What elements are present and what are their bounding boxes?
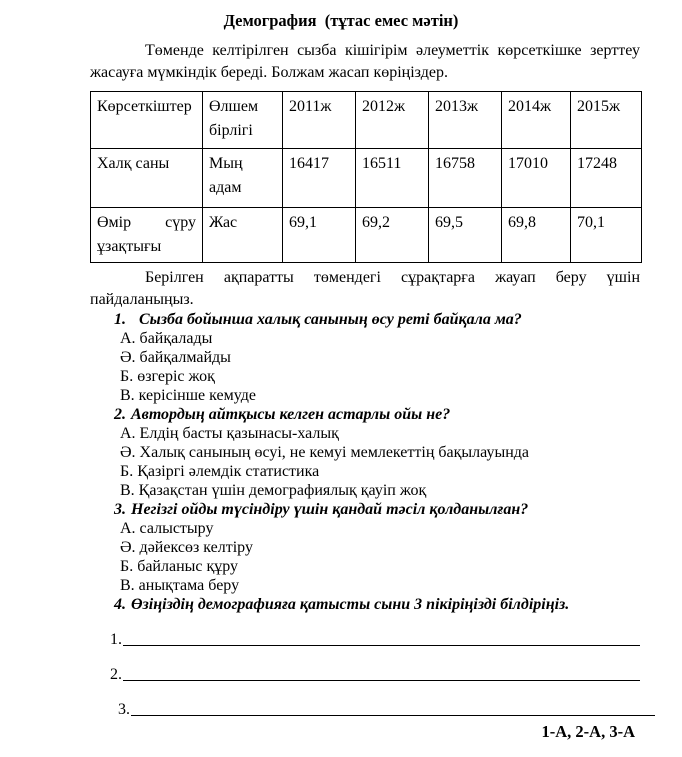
option-line: В. керісінше кемуде — [120, 387, 256, 404]
answer-blank-number: 2. — [110, 666, 122, 683]
option-line: Б. Қазіргі әлемдік статистика — [120, 463, 320, 480]
data-table — [90, 91, 642, 263]
table-cell: Өмір сүру ұзақтығы — [91, 208, 203, 263]
question-4 — [114, 595, 640, 614]
table-cell: 69,5 — [429, 208, 502, 263]
table-header-cell: 2012ж — [356, 92, 429, 149]
option-line: А. байқалады — [120, 330, 213, 347]
table-cell: 16758 — [429, 149, 502, 208]
table-header-row — [91, 92, 642, 149]
question-3 — [114, 500, 640, 519]
table-header-cell: 2014ж — [502, 92, 571, 149]
instruction-paragraph: Берілген ақпаратты төмендегі сұрақтарға жауап беру үшін пайдаланыңыз. — [90, 269, 640, 308]
table-cell: 16511 — [356, 149, 429, 208]
table-cell: 17248 — [571, 149, 642, 208]
answer-key: 1-А, 2-А, 3-А — [541, 722, 635, 741]
question-number: 1. — [114, 311, 126, 328]
question-text: Автордың айтқысы келген астарлы ойы не? — [131, 406, 451, 423]
table-header-cell: 2013ж — [429, 92, 502, 149]
answer-blank-row — [118, 684, 655, 719]
answer-blank-row — [110, 649, 640, 684]
question-number: 2. — [114, 406, 126, 423]
option-line: Ә. Халық санының өсуі, не кемуі мемлекеттің бақылауында — [120, 444, 529, 461]
option-line: В. Қазақстан үшін демографиялық қауіп жоқ — [120, 482, 427, 499]
option-line: Б. байланыс құру — [120, 558, 239, 575]
table-cell: 69,1 — [283, 208, 356, 263]
option-line: Ә. дәйексөз келтіру — [120, 539, 253, 556]
answer-blank-line[interactable] — [123, 680, 640, 681]
answer-blank-row — [110, 614, 640, 649]
table-header-cell: Көрсеткіштер — [91, 92, 203, 149]
table-cell: 16417 — [283, 149, 356, 208]
question-text: Негізгі ойды түсіндіру үшін қандай тәсіл қолданылған? — [131, 501, 529, 518]
table-cell: Мың адам — [203, 149, 283, 208]
question-number: 4. — [114, 596, 126, 613]
question-text: Өзіңіздің демографияға қатысты сыни 3 пікіріңізді білдіріңіз. — [131, 596, 570, 613]
answer-blank-line[interactable] — [131, 715, 655, 716]
table-cell: 69,8 — [502, 208, 571, 263]
table-header-cell: Өлшем бірлігі — [203, 92, 283, 149]
table-row — [91, 149, 642, 208]
answer-blank-line[interactable] — [123, 645, 640, 646]
table-cell: 17010 — [502, 149, 571, 208]
option-line: Ә. байқалмайды — [120, 349, 231, 366]
answer-blank-number: 3. — [118, 701, 130, 718]
option-line: Б. өзгеріс жоқ — [120, 368, 215, 385]
table-cell: Халқ саны — [91, 149, 203, 208]
table-cell: 70,1 — [571, 208, 642, 263]
question-text: Сызба бойынша халық санының өсу реті байқала ма? — [139, 311, 522, 328]
question-number: 3. — [114, 501, 126, 518]
answer-blank-number: 1. — [110, 631, 122, 648]
option-line: А. Елдің басты қазынасы-халық — [120, 425, 339, 442]
table-header-cell: 2015ж — [571, 92, 642, 149]
option-line: В. анықтама беру — [120, 577, 240, 594]
doc-title: Демография (тұтас емес мәтін) — [223, 11, 459, 30]
table-cell: 69,2 — [356, 208, 429, 263]
question-2 — [114, 405, 640, 424]
intro-paragraph: Төменде келтірілген сызба кішігірім әлеуметтік көрсеткішке зерттеу жасауға мүмкіндік береді. Болжам жасап көріңіздер. — [90, 42, 640, 81]
table-row — [91, 208, 642, 263]
table-cell: Жас — [203, 208, 283, 263]
question-1 — [114, 310, 640, 329]
table-header-cell: 2011ж — [283, 92, 356, 149]
option-line: А. салыстыру — [120, 520, 214, 537]
